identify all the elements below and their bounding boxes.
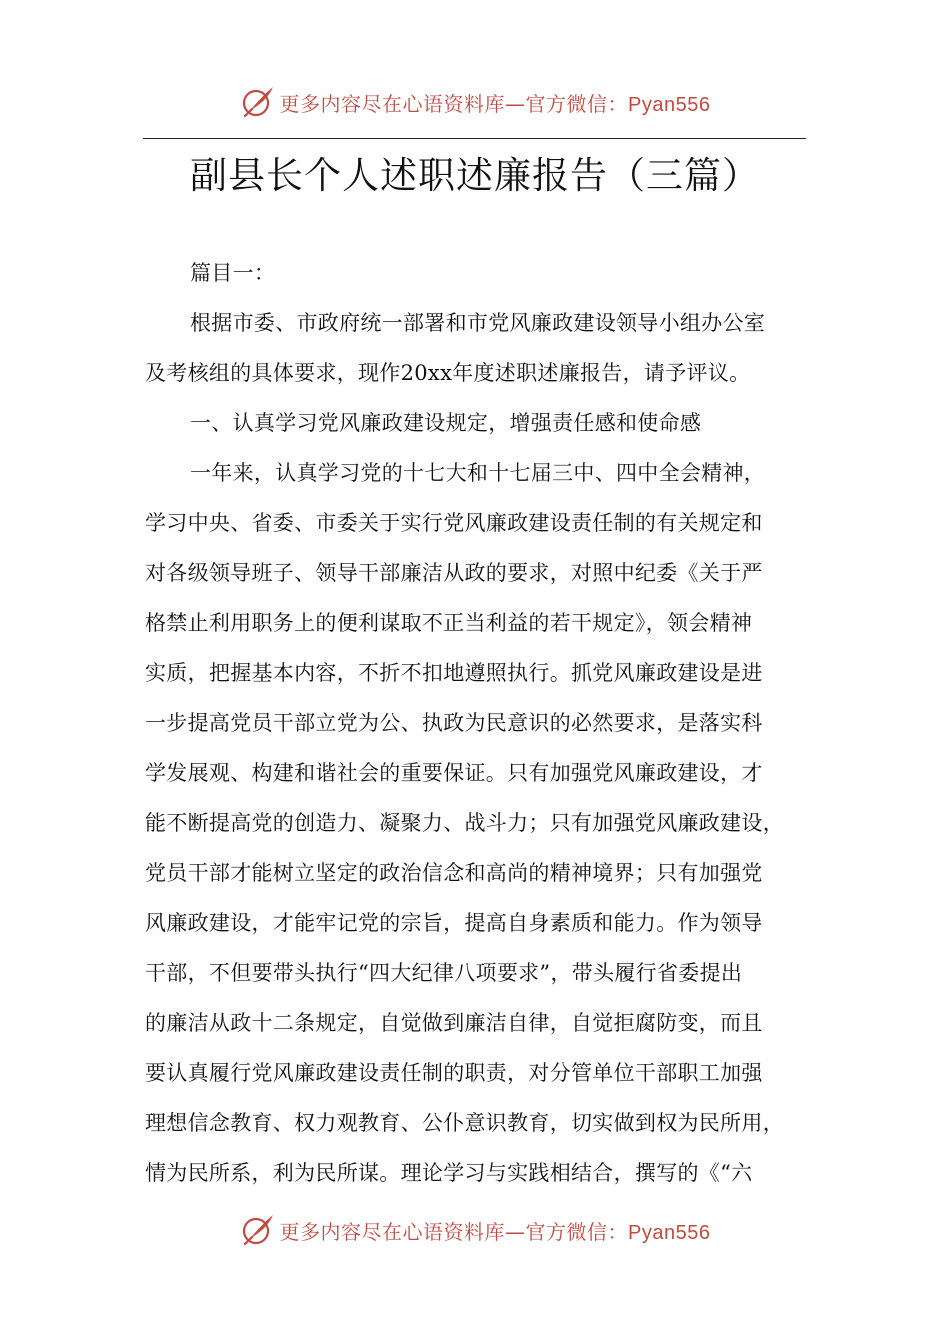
body-line: 一步提高党员干部立党为公、执政为民意识的必然要求，是落实科 xyxy=(145,711,763,735)
body-line: 格禁止利用职务上的便利谋取不正当利益的若干规定》，领会精神 xyxy=(145,611,753,635)
header-watermark-banner xyxy=(0,82,950,122)
body-line: 对各级领导班子、领导干部廉洁从政的要求，对照中纪委《关于严 xyxy=(145,561,763,585)
body-line: 能不断提高党的创造力、凝聚力、战斗力；只有加强党风廉政建设， xyxy=(145,811,784,835)
body-line: 篇目一： xyxy=(190,261,276,285)
document-body xyxy=(145,248,825,1198)
document-title: 副县长个人述职述廉报告（三篇） xyxy=(190,154,760,197)
body-line: 要认真履行党风廉政建设责任制的职责，对分管单位干部职工加强 xyxy=(145,1061,763,1085)
watermark-text: 更多内容尽在心语资料库—官方微信：Pyan556 xyxy=(279,1219,711,1244)
body-line: 一年来，认真学习党的十七大和十七届三中、四中全会精神， xyxy=(190,461,766,485)
body-line: 实质，把握基本内容，不折不扣地遵照执行。抓党风廉政建设是进 xyxy=(145,661,763,685)
quill-pen-logo-icon xyxy=(240,84,276,120)
body-line: 一、认真学习党风廉政建设规定，增强责任感和使命感 xyxy=(190,411,702,435)
quill-pen-logo-icon xyxy=(240,1212,276,1248)
footer-watermark-banner xyxy=(0,1210,950,1250)
body-line: 及考核组的具体要求，现作20xx年度述职述廉报告，请予评议。 xyxy=(145,361,751,385)
header-divider xyxy=(143,138,806,139)
body-line: 理想信念教育、权力观教育、公仆意识教育，切实做到权为民所用， xyxy=(145,1111,784,1135)
body-line: 风廉政建设，才能牢记党的宗旨，提高自身素质和能力。作为领导 xyxy=(145,911,763,935)
body-line: 学发展观、构建和谐社会的重要保证。只有加强党风廉政建设，才 xyxy=(145,761,763,785)
body-line: 情为民所系，利为民所谋。理论学习与实践相结合，撰写的《“六 xyxy=(145,1161,753,1185)
body-line: 干部，不但要带头执行“四大纪律八项要求”，带头履行省委提出 xyxy=(145,961,743,985)
body-line: 的廉洁从政十二条规定，自觉做到廉洁自律，自觉拒腐防变，而且 xyxy=(145,1011,763,1035)
wechat-id: Pyan556 xyxy=(628,1221,711,1244)
body-line: 党员干部才能树立坚定的政治信念和高尚的精神境界；只有加强党 xyxy=(145,861,763,885)
watermark-text: 更多内容尽在心语资料库—官方微信：Pyan556 xyxy=(279,91,711,116)
body-line: 学习中央、省委、市委关于实行党风廉政建设责任制的有关规定和 xyxy=(145,511,763,535)
wechat-id: Pyan556 xyxy=(628,93,711,116)
body-line: 根据市委、市政府统一部署和市党风廉政建设领导小组办公室 xyxy=(190,311,766,335)
